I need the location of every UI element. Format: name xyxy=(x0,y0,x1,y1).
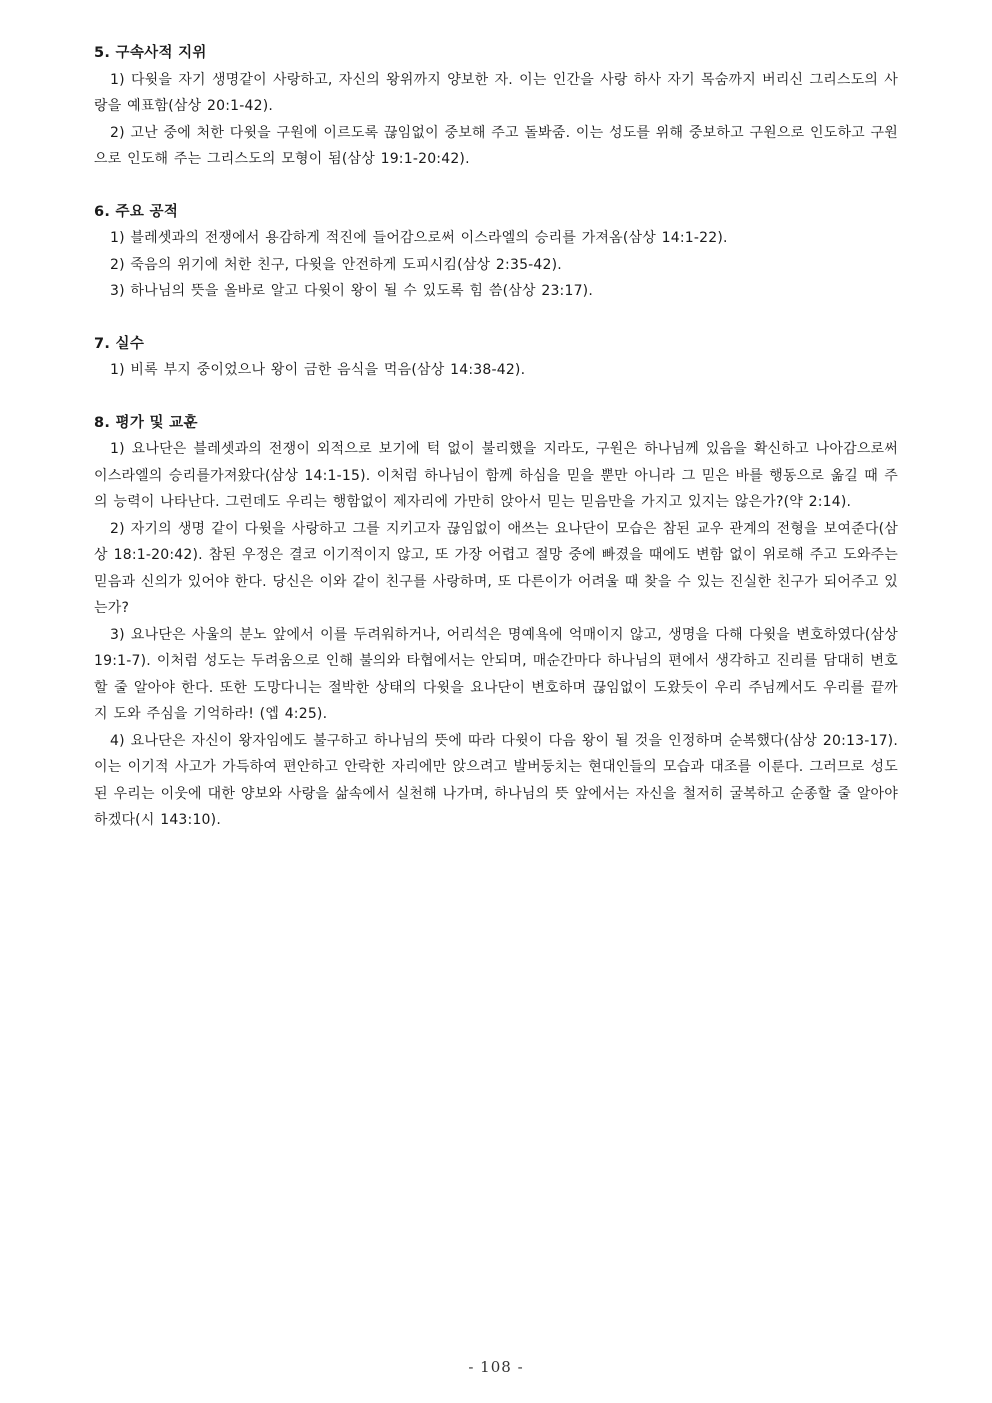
paragraph: 1) 비록 부지 중이었으나 왕이 금한 음식을 먹음(삼상 14:38-42). xyxy=(110,362,526,378)
section-mistakes xyxy=(94,331,898,384)
paragraph: 2) 자기의 생명 같이 다윗을 사랑하고 그를 지키고자 끊임없이 애쓰는 요나단이 모습은 참된 교우 관계의 전형을 보여준다(삼상 18:1-20:42). 참된 우정은 결코 이기적이지 않고, 또 가장 어렵고 절망 중에 빠졌을 때에도 변함 없이 위로해 주고 도와주는 믿음과 신의가 있어야 한다. 당신은 이와 같이 친구를 사랑하며, 또 다른이가 어려울 때 찾을 수 있는 진실한 친구가 되어주고 있는가? xyxy=(94,520,898,616)
document-page xyxy=(94,40,898,860)
paragraph: 2) 죽음의 위기에 처한 친구, 다윗을 안전하게 도피시킴(삼상 2:35-42). xyxy=(110,256,562,273)
paragraph: 3) 요나단은 사울의 분노 앞에서 이를 두려워하거나, 어리석은 명예욕에 억매이지 않고, 생명을 다해 다윗을 변호하였다(삼상 19:1-7). 이처럼 성도는 두려움으로 인해 불의와 타협에서는 안되며, 매순간마다 하나님의 편에서 생각하고 진리를 담대히 변호할 줄 알아야 한다. 또한 도망다니는 절박한 상태의 다윗을 요나단이 변호하며 끊임없이 도왔듯이 우리 주님께서도 우리를 끝까지 도와 주심을 기억하라! (엡 4:25). xyxy=(94,626,898,722)
section-heading: 8. 평가 및 교훈 xyxy=(94,414,198,431)
paragraph: 1) 블레셋과의 전쟁에서 용감하게 적진에 들어감으로써 이스라엘의 승리를 가져옴(삼상 14:1-22). xyxy=(110,230,728,246)
paragraph: 1) 요나단은 블레셋과의 전쟁이 외적으로 보기에 턱 없이 불리했을 지라도, 구원은 하나님께 있음을 확신하고 나아감으로써 이스라엘의 승리를가져왔다(삼상 14:1-15). 이처럼 하나님이 함께 하심을 믿을 뿐만 아니라 그 믿은 바를 행동으로 옮길 때 주의 능력이 나타난다. 그런데도 우리는 행함없이 제자리에 가만히 앉아서 믿는 믿음만을 가지고 있지는 않은가?(약 2:14). xyxy=(94,441,898,510)
paragraph: 2) 고난 중에 처한 다윗을 구원에 이르도록 끊임없이 중보해 주고 돌봐줌. 이는 성도를 위해 중보하고 구원으로 인도하고 구원으로 인도해 주는 그리스도의 모형이 됨(삼상 19:1-20:42). xyxy=(94,124,898,167)
section-redemptive-position xyxy=(94,40,898,173)
page-number: - 108 - xyxy=(468,1358,524,1376)
section-heading: 7. 실수 xyxy=(94,335,145,352)
section-main-achievements xyxy=(94,199,898,305)
paragraph: 4) 요나단은 자신이 왕자임에도 불구하고 하나님의 뜻에 따라 다윗이 다음 왕이 될 것을 인정하며 순복했다(삼상 20:13-17). 이는 이기적 사고가 가득하여 편안하고 안락한 자리에만 앉으려고 발버둥치는 현대인들의 모습과 대조를 이룬다. 그러므로 성도된 우리는 이웃에 대한 양보와 사랑을 삶속에서 실천해 나가며, 하나님의 뜻 앞에서는 자신을 철저히 굴복하고 순종할 줄 알아야 하겠다(시 143:10). xyxy=(94,732,898,828)
section-evaluation-lessons xyxy=(94,410,898,834)
section-heading: 6. 주요 공적 xyxy=(94,203,179,220)
paragraph: 3) 하나님의 뜻을 올바로 알고 다윗이 왕이 될 수 있도록 힘 씀(삼상 23:17). xyxy=(110,283,593,299)
paragraph: 1) 다윗을 자기 생명같이 사랑하고, 자신의 왕위까지 양보한 자. 이는 인간을 사랑 하사 자기 목숨까지 버리신 그리스도의 사랑을 예표함(삼상 20:1-42). xyxy=(94,71,898,114)
section-heading: 5. 구속사적 지위 xyxy=(94,45,207,61)
